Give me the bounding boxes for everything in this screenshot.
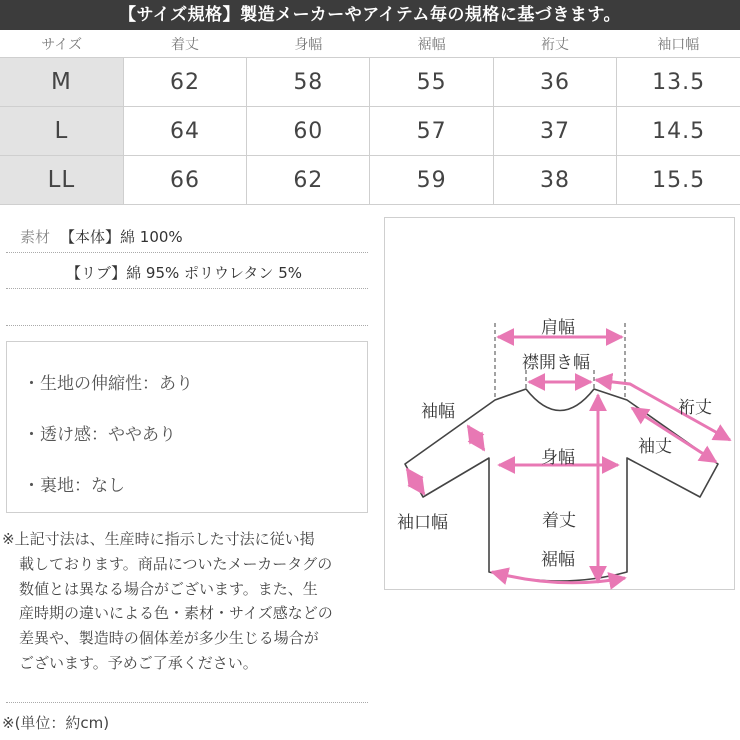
table-cell: 66 bbox=[123, 156, 246, 205]
table-header: 裾幅 bbox=[370, 30, 493, 58]
table-cell: 62 bbox=[123, 58, 246, 107]
material-label: 素材 bbox=[20, 228, 51, 246]
table-cell: 14.5 bbox=[617, 107, 740, 156]
table-header: 裄丈 bbox=[493, 30, 616, 58]
body-width-label: 身幅 bbox=[541, 448, 575, 468]
table-cell: 55 bbox=[370, 58, 493, 107]
table-cell: 58 bbox=[247, 58, 370, 107]
size-cell: L bbox=[0, 107, 123, 156]
table-cell: 15.5 bbox=[617, 156, 740, 205]
table-header: サイズ bbox=[0, 30, 123, 58]
size-cell: M bbox=[0, 58, 123, 107]
property-stretch: ・生地の伸縮性：あり bbox=[23, 374, 193, 394]
cuff-arrow bbox=[407, 469, 424, 494]
table-cell: 59 bbox=[370, 156, 493, 205]
size-spec-banner: 【サイズ規格】製造メーカーやアイテム毎の規格に基づきます。 bbox=[0, 0, 740, 30]
table-cell: 37 bbox=[493, 107, 616, 156]
note-line: 載しております。商品についたメーカータグの bbox=[19, 554, 333, 573]
note-line: 産時期の違いによる色・素材・サイズ感などの bbox=[19, 604, 333, 623]
note-line: 差異や、製造時の個体差が多少生じる場合が bbox=[19, 629, 319, 648]
property-lining: ・裏地：なし bbox=[23, 476, 125, 496]
sleeve-width-label: 袖幅 bbox=[421, 402, 455, 422]
yuki-label: 裄丈 bbox=[678, 398, 712, 418]
table-header: 袖口幅 bbox=[617, 30, 740, 58]
shoulder-label: 肩幅 bbox=[541, 318, 575, 338]
size-cell: LL bbox=[0, 156, 123, 205]
sleeve-length-label: 袖丈 bbox=[638, 437, 672, 457]
note-line: ございます。予めご了承ください。 bbox=[19, 653, 258, 672]
note-line: 数値とは異なる場合がございます。また、生 bbox=[19, 579, 318, 598]
property-sheerness: ・透け感：ややあり bbox=[23, 425, 176, 445]
unit-note: ※(単位：約cm) bbox=[2, 714, 110, 732]
table-cell: 13.5 bbox=[617, 58, 740, 107]
table-cell: 60 bbox=[247, 107, 370, 156]
sleeve-width-arrow bbox=[468, 426, 484, 450]
neck-label: 襟開き幅 bbox=[522, 353, 590, 373]
table-header: 着丈 bbox=[123, 30, 246, 58]
note-line: ※上記寸法は、生産時に指示した寸法に従い掲 bbox=[2, 530, 315, 548]
cuff-label: 袖口幅 bbox=[397, 513, 448, 533]
table-cell: 62 bbox=[247, 156, 370, 205]
table-cell: 36 bbox=[493, 58, 616, 107]
material-line-rib: 【リブ】綿 95% ポリウレタン 5% bbox=[66, 264, 302, 282]
hem-label: 裾幅 bbox=[541, 550, 575, 570]
table-cell: 38 bbox=[493, 156, 616, 205]
length-label: 着丈 bbox=[542, 511, 576, 531]
material-body-text: 【本体】綿 100% bbox=[60, 228, 183, 246]
table-cell: 57 bbox=[370, 107, 493, 156]
table-cell: 64 bbox=[123, 107, 246, 156]
table-header: 身幅 bbox=[247, 30, 370, 58]
